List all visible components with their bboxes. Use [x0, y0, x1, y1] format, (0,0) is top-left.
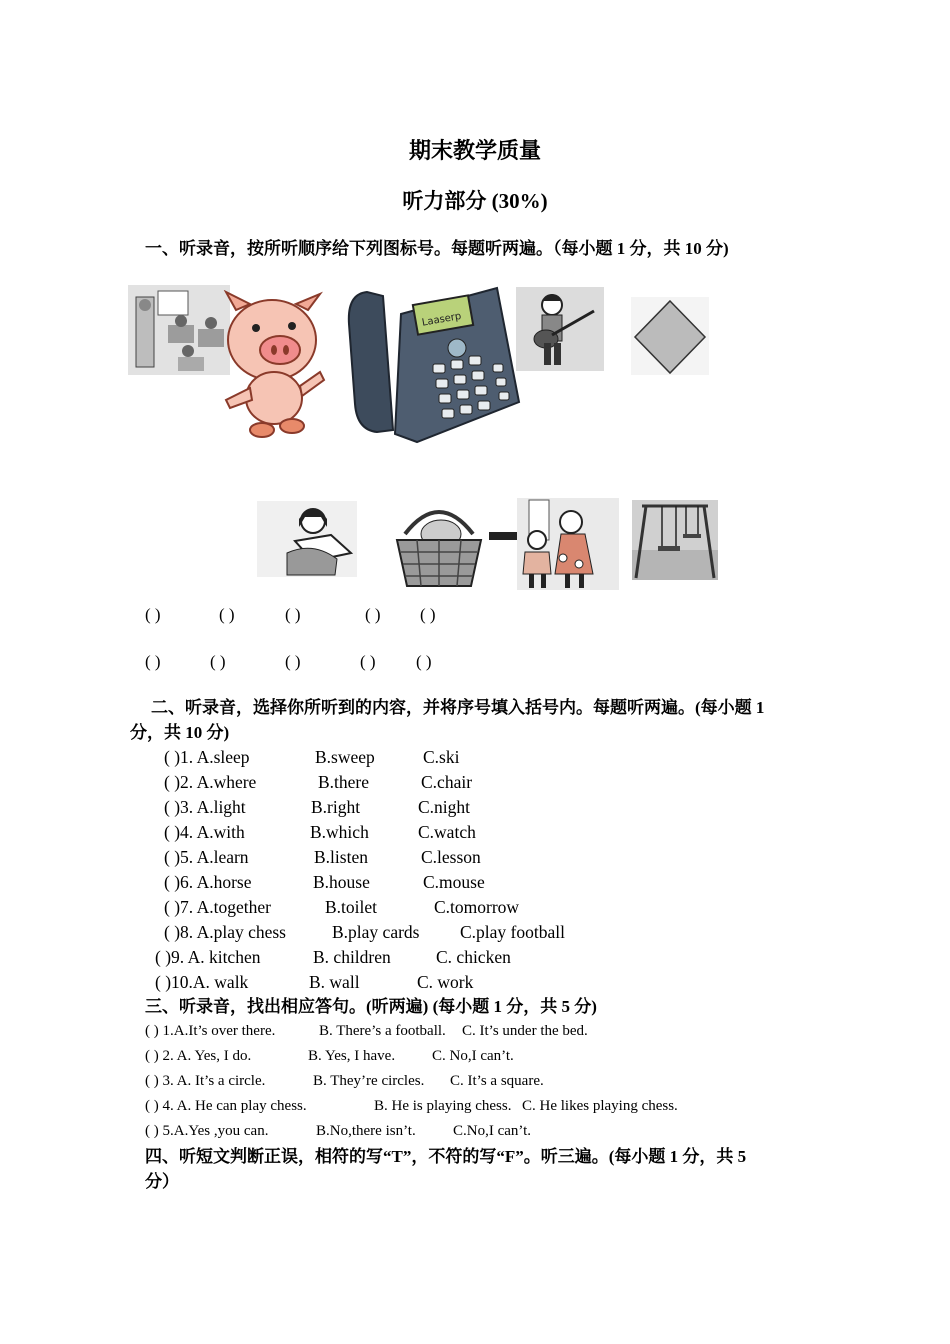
question-option-c[interactable]: C.mouse: [423, 872, 485, 892]
question-option-b[interactable]: B.play cards: [332, 922, 420, 942]
page-title: 期末教学质量: [408, 138, 541, 163]
question-option-b[interactable]: B.toilet: [325, 897, 378, 917]
question-option-c[interactable]: C.play football: [460, 922, 565, 942]
answer-bracket[interactable]: ( ): [145, 605, 161, 624]
question-option-a[interactable]: ( )5. A.learn: [164, 847, 249, 867]
question-option-a[interactable]: ( )4. A.with: [164, 822, 245, 842]
answer-option-b[interactable]: B. They’re circles.: [313, 1073, 425, 1089]
answer-bracket[interactable]: ( ): [365, 605, 381, 624]
answer-bracket[interactable]: ( ): [285, 652, 301, 671]
question-option-b[interactable]: B.which: [310, 822, 369, 842]
answer-bracket[interactable]: ( ): [416, 652, 432, 671]
answer-bracket[interactable]: ( ): [360, 652, 376, 671]
answer-option-b[interactable]: B. Yes, I have.: [308, 1048, 396, 1064]
section1-heading: 一、听录音，按所听顺序给下列图标号。每题听两遍。（每小题 1 分，共 10 分): [145, 239, 729, 258]
answer-option-a[interactable]: ( ) 3. A. It’s a circle.: [145, 1073, 266, 1089]
question-option-a[interactable]: ( )2. A.where: [164, 772, 257, 792]
question-option-b[interactable]: B. children: [313, 947, 391, 967]
question-option-c[interactable]: C.night: [418, 797, 471, 817]
question-option-a[interactable]: ( )1. A.sleep: [164, 747, 250, 767]
answer-option-b[interactable]: B. He is playing chess.: [374, 1098, 512, 1114]
question-option-c[interactable]: C. chicken: [436, 947, 511, 967]
question-option-a[interactable]: ( )9. A. kitchen: [155, 947, 261, 967]
question-option-b[interactable]: B. wall: [309, 972, 360, 992]
answer-option-c[interactable]: C. It’s under the bed.: [462, 1023, 588, 1039]
question-option-c[interactable]: C.chair: [421, 772, 473, 792]
question-option-a[interactable]: ( )8. A.play chess: [164, 922, 286, 942]
question-option-c[interactable]: C. work: [417, 972, 474, 992]
question-option-b[interactable]: B.sweep: [315, 747, 375, 767]
section2-heading: 二、听录音，选择你所听到的内容，并将序号填入括号内。每题听两遍。(每小题 1: [151, 698, 765, 717]
answer-option-a[interactable]: ( ) 1.A.It’s over there.: [145, 1023, 276, 1039]
telephone-picture: [347, 284, 521, 444]
section2-heading-cont: 分，共 10 分): [130, 723, 230, 742]
question-option-b[interactable]: B.listen: [314, 847, 368, 867]
section4-heading: 四、听短文判断正误，相符的写“T”，不符的写“F”。听三遍。(每小题 1 分，共 5: [145, 1147, 747, 1166]
question-option-c[interactable]: C.lesson: [421, 847, 481, 867]
answer-bracket[interactable]: ( ): [219, 605, 235, 624]
phone-lcd-text: Laaserp: [421, 310, 463, 329]
question-option-c[interactable]: C.ski: [423, 747, 460, 767]
question-option-a[interactable]: ( )7. A.together: [164, 897, 271, 917]
girl-reading-picture: [257, 501, 357, 577]
answer-option-c[interactable]: C. It’s a square.: [450, 1073, 544, 1089]
question-option-b[interactable]: B.right: [311, 797, 361, 817]
answer-option-a[interactable]: ( ) 2. A. Yes, I do.: [145, 1048, 252, 1064]
pig-picture: [216, 290, 328, 440]
answer-bracket[interactable]: ( ): [285, 605, 301, 624]
answer-option-a[interactable]: ( ) 5.A.Yes ,you can.: [145, 1123, 269, 1139]
answer-option-c[interactable]: C. He likes playing chess.: [522, 1098, 678, 1114]
section3-heading: 三、听录音，找出相应答句。(听两遍) (每小题 1 分，共 5 分): [145, 997, 597, 1016]
question-option-c[interactable]: C.tomorrow: [434, 897, 520, 917]
guitar-boy-picture: [516, 287, 604, 371]
question-option-a[interactable]: ( )10.A. walk: [155, 972, 249, 992]
answer-option-a[interactable]: ( ) 4. A. He can play chess.: [145, 1098, 307, 1114]
question-option-b[interactable]: B.house: [313, 872, 370, 892]
swing-picture: [632, 500, 718, 580]
answer-option-c[interactable]: C.No,I can’t.: [453, 1123, 532, 1139]
answer-bracket[interactable]: ( ): [420, 605, 436, 624]
page-subtitle: 听力部分 (30%): [402, 189, 548, 213]
question-option-a[interactable]: ( )6. A.horse: [164, 872, 252, 892]
question-option-c[interactable]: C.watch: [418, 822, 476, 842]
question-option-b[interactable]: B.there: [318, 772, 370, 792]
children-sweeping-picture: [489, 498, 619, 590]
answer-option-b[interactable]: B. There’s a football.: [319, 1023, 446, 1039]
answer-option-b[interactable]: B.No,there isn’t.: [316, 1123, 416, 1139]
answer-bracket[interactable]: ( ): [145, 652, 161, 671]
answer-bracket[interactable]: ( ): [210, 652, 226, 671]
dog-in-basket-picture: [387, 500, 491, 590]
question-option-a[interactable]: ( )3. A.light: [164, 797, 246, 817]
answer-option-c[interactable]: C. No,I can’t.: [432, 1048, 514, 1064]
classroom-picture: [128, 285, 230, 375]
section4-heading-cont: 分）: [145, 1172, 179, 1191]
square-shape-picture: [631, 297, 709, 375]
